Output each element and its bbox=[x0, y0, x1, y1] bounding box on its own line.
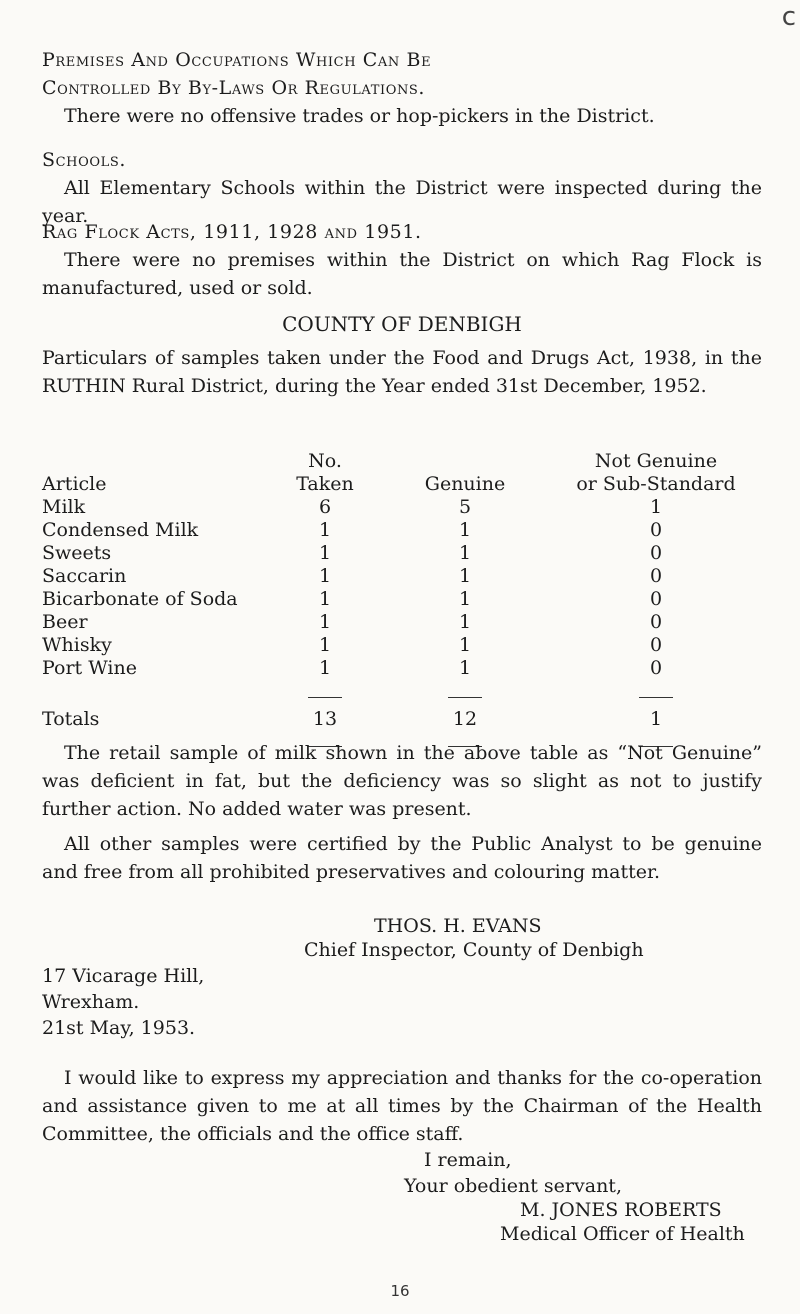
cell-not-genuine: 0 bbox=[649, 542, 663, 564]
cell-not-genuine: 1 bbox=[649, 496, 663, 518]
cell-taken: 1 bbox=[318, 565, 332, 587]
divider-line bbox=[308, 697, 342, 698]
county-title: COUNTY OF DENBIGH bbox=[282, 312, 522, 336]
totals-not-genuine: 1 bbox=[649, 708, 663, 730]
cell-article: Milk bbox=[42, 496, 86, 518]
inspector-title: Chief Inspector, County of Denbigh bbox=[304, 939, 644, 961]
address-date: 21st May, 1953. bbox=[42, 1017, 196, 1039]
cell-not-genuine: 0 bbox=[649, 634, 663, 656]
county-intro: Particulars of samples taken under the Food and Drugs Act, 1938, in the RUTHIN Rural District, during the Year ended 31st December, 1952. bbox=[42, 347, 762, 397]
table-row bbox=[42, 611, 762, 634]
header-taken: Taken bbox=[296, 473, 354, 495]
cell-genuine: 1 bbox=[458, 519, 472, 541]
table-row bbox=[42, 588, 762, 611]
table-rule-row bbox=[42, 680, 762, 708]
cell-not-genuine: 0 bbox=[649, 657, 663, 679]
cell-taken: 1 bbox=[318, 588, 332, 610]
totals-row bbox=[42, 708, 762, 731]
cell-not-genuine: 0 bbox=[649, 611, 663, 633]
cell-article: Bicarbonate of Soda bbox=[42, 588, 238, 610]
signoff-servant: Your obedient servant, bbox=[404, 1175, 622, 1197]
cell-taken: 1 bbox=[318, 634, 332, 656]
table-row bbox=[42, 565, 762, 588]
cell-taken: 1 bbox=[318, 519, 332, 541]
header-no: No. bbox=[308, 450, 342, 472]
cell-article: Beer bbox=[42, 611, 88, 633]
closing-paragraph: I would like to express my appreciation and thanks for the co-operation and assistance given to me at all times by the Chairman of the Health Committee, the officials and the office staff. bbox=[42, 1067, 762, 1145]
cell-taken: 1 bbox=[318, 657, 332, 679]
cell-taken: 6 bbox=[318, 496, 332, 518]
schools-heading: Schools. bbox=[42, 149, 126, 171]
cell-genuine: 1 bbox=[458, 565, 472, 587]
address-line2: Wrexham. bbox=[42, 991, 140, 1013]
totals-genuine: 12 bbox=[452, 708, 478, 730]
cell-genuine: 1 bbox=[458, 588, 472, 610]
premises-section bbox=[42, 46, 762, 130]
rag-flock-section bbox=[42, 218, 762, 302]
table-row bbox=[42, 657, 762, 680]
cell-genuine: 1 bbox=[458, 657, 472, 679]
table-row bbox=[42, 519, 762, 542]
cell-article: Whisky bbox=[42, 634, 112, 656]
header-empty bbox=[42, 450, 270, 473]
cell-not-genuine: 0 bbox=[649, 565, 663, 587]
cell-genuine: 5 bbox=[458, 496, 472, 518]
rule-empty bbox=[42, 680, 270, 708]
corner-mark: c bbox=[781, 2, 796, 32]
cell-genuine: 1 bbox=[458, 634, 472, 656]
cell-taken: 1 bbox=[318, 542, 332, 564]
signoff-title: Medical Officer of Health bbox=[500, 1223, 745, 1245]
signoff-name: M. JONES ROBERTS bbox=[520, 1199, 722, 1221]
table-header-row-1 bbox=[42, 450, 762, 473]
rule-cell bbox=[380, 680, 550, 708]
header-empty bbox=[380, 450, 550, 473]
rag-flock-heading: Rag Flock Acts, 1911, 1928 and 1951. bbox=[42, 221, 422, 243]
totals-taken: 13 bbox=[312, 708, 338, 730]
cell-article: Port Wine bbox=[42, 657, 137, 679]
page-number: 16 bbox=[390, 1282, 410, 1300]
premises-text: There were no offensive trades or hop-pickers in the District. bbox=[64, 105, 655, 127]
header-article: Article bbox=[42, 473, 107, 495]
cell-taken: 1 bbox=[318, 611, 332, 633]
schools-text: All Elementary Schools within the District were inspected during the year. bbox=[42, 177, 762, 227]
cell-genuine: 1 bbox=[458, 542, 472, 564]
premises-heading-line2: Controlled By By-Laws Or Regulations. bbox=[42, 77, 426, 99]
signoff-remain: I remain, bbox=[424, 1149, 512, 1171]
cell-article: Saccarin bbox=[42, 565, 127, 587]
samples-table bbox=[42, 450, 762, 757]
header-genuine: Genuine bbox=[424, 473, 506, 495]
table-header-row-2 bbox=[42, 473, 762, 496]
cell-article: Condensed Milk bbox=[42, 519, 199, 541]
table-row bbox=[42, 496, 762, 519]
other-samples-note: All other samples were certified by the Public Analyst to be genuine and free from all prohibited preservatives and colouring matter. bbox=[42, 833, 762, 883]
premises-heading-line1: Premises And Occupations Which Can Be bbox=[42, 49, 432, 71]
cell-genuine: 1 bbox=[458, 611, 472, 633]
table-row bbox=[42, 542, 762, 565]
milk-note: The retail sample of milk shown in the above table as “Not Genuine” was deficient in fat, but the deficiency was so slight as not to justify further action. No added water was present. bbox=[42, 742, 762, 820]
inspector-name: THOS. H. EVANS bbox=[374, 915, 542, 937]
header-sub-standard: or Sub-Standard bbox=[576, 473, 736, 495]
rule-cell bbox=[270, 680, 380, 708]
divider-line bbox=[448, 697, 482, 698]
address-line1: 17 Vicarage Hill, bbox=[42, 965, 205, 987]
cell-article: Sweets bbox=[42, 542, 112, 564]
totals-label: Totals bbox=[42, 708, 100, 730]
divider-line bbox=[639, 697, 673, 698]
rule-cell bbox=[550, 680, 762, 708]
table-row bbox=[42, 634, 762, 657]
rag-flock-text: There were no premises within the District on which Rag Flock is manufactured, used or sold. bbox=[42, 249, 762, 299]
header-not-genuine: Not Genuine bbox=[594, 450, 718, 472]
cell-not-genuine: 0 bbox=[649, 519, 663, 541]
cell-not-genuine: 0 bbox=[649, 588, 663, 610]
